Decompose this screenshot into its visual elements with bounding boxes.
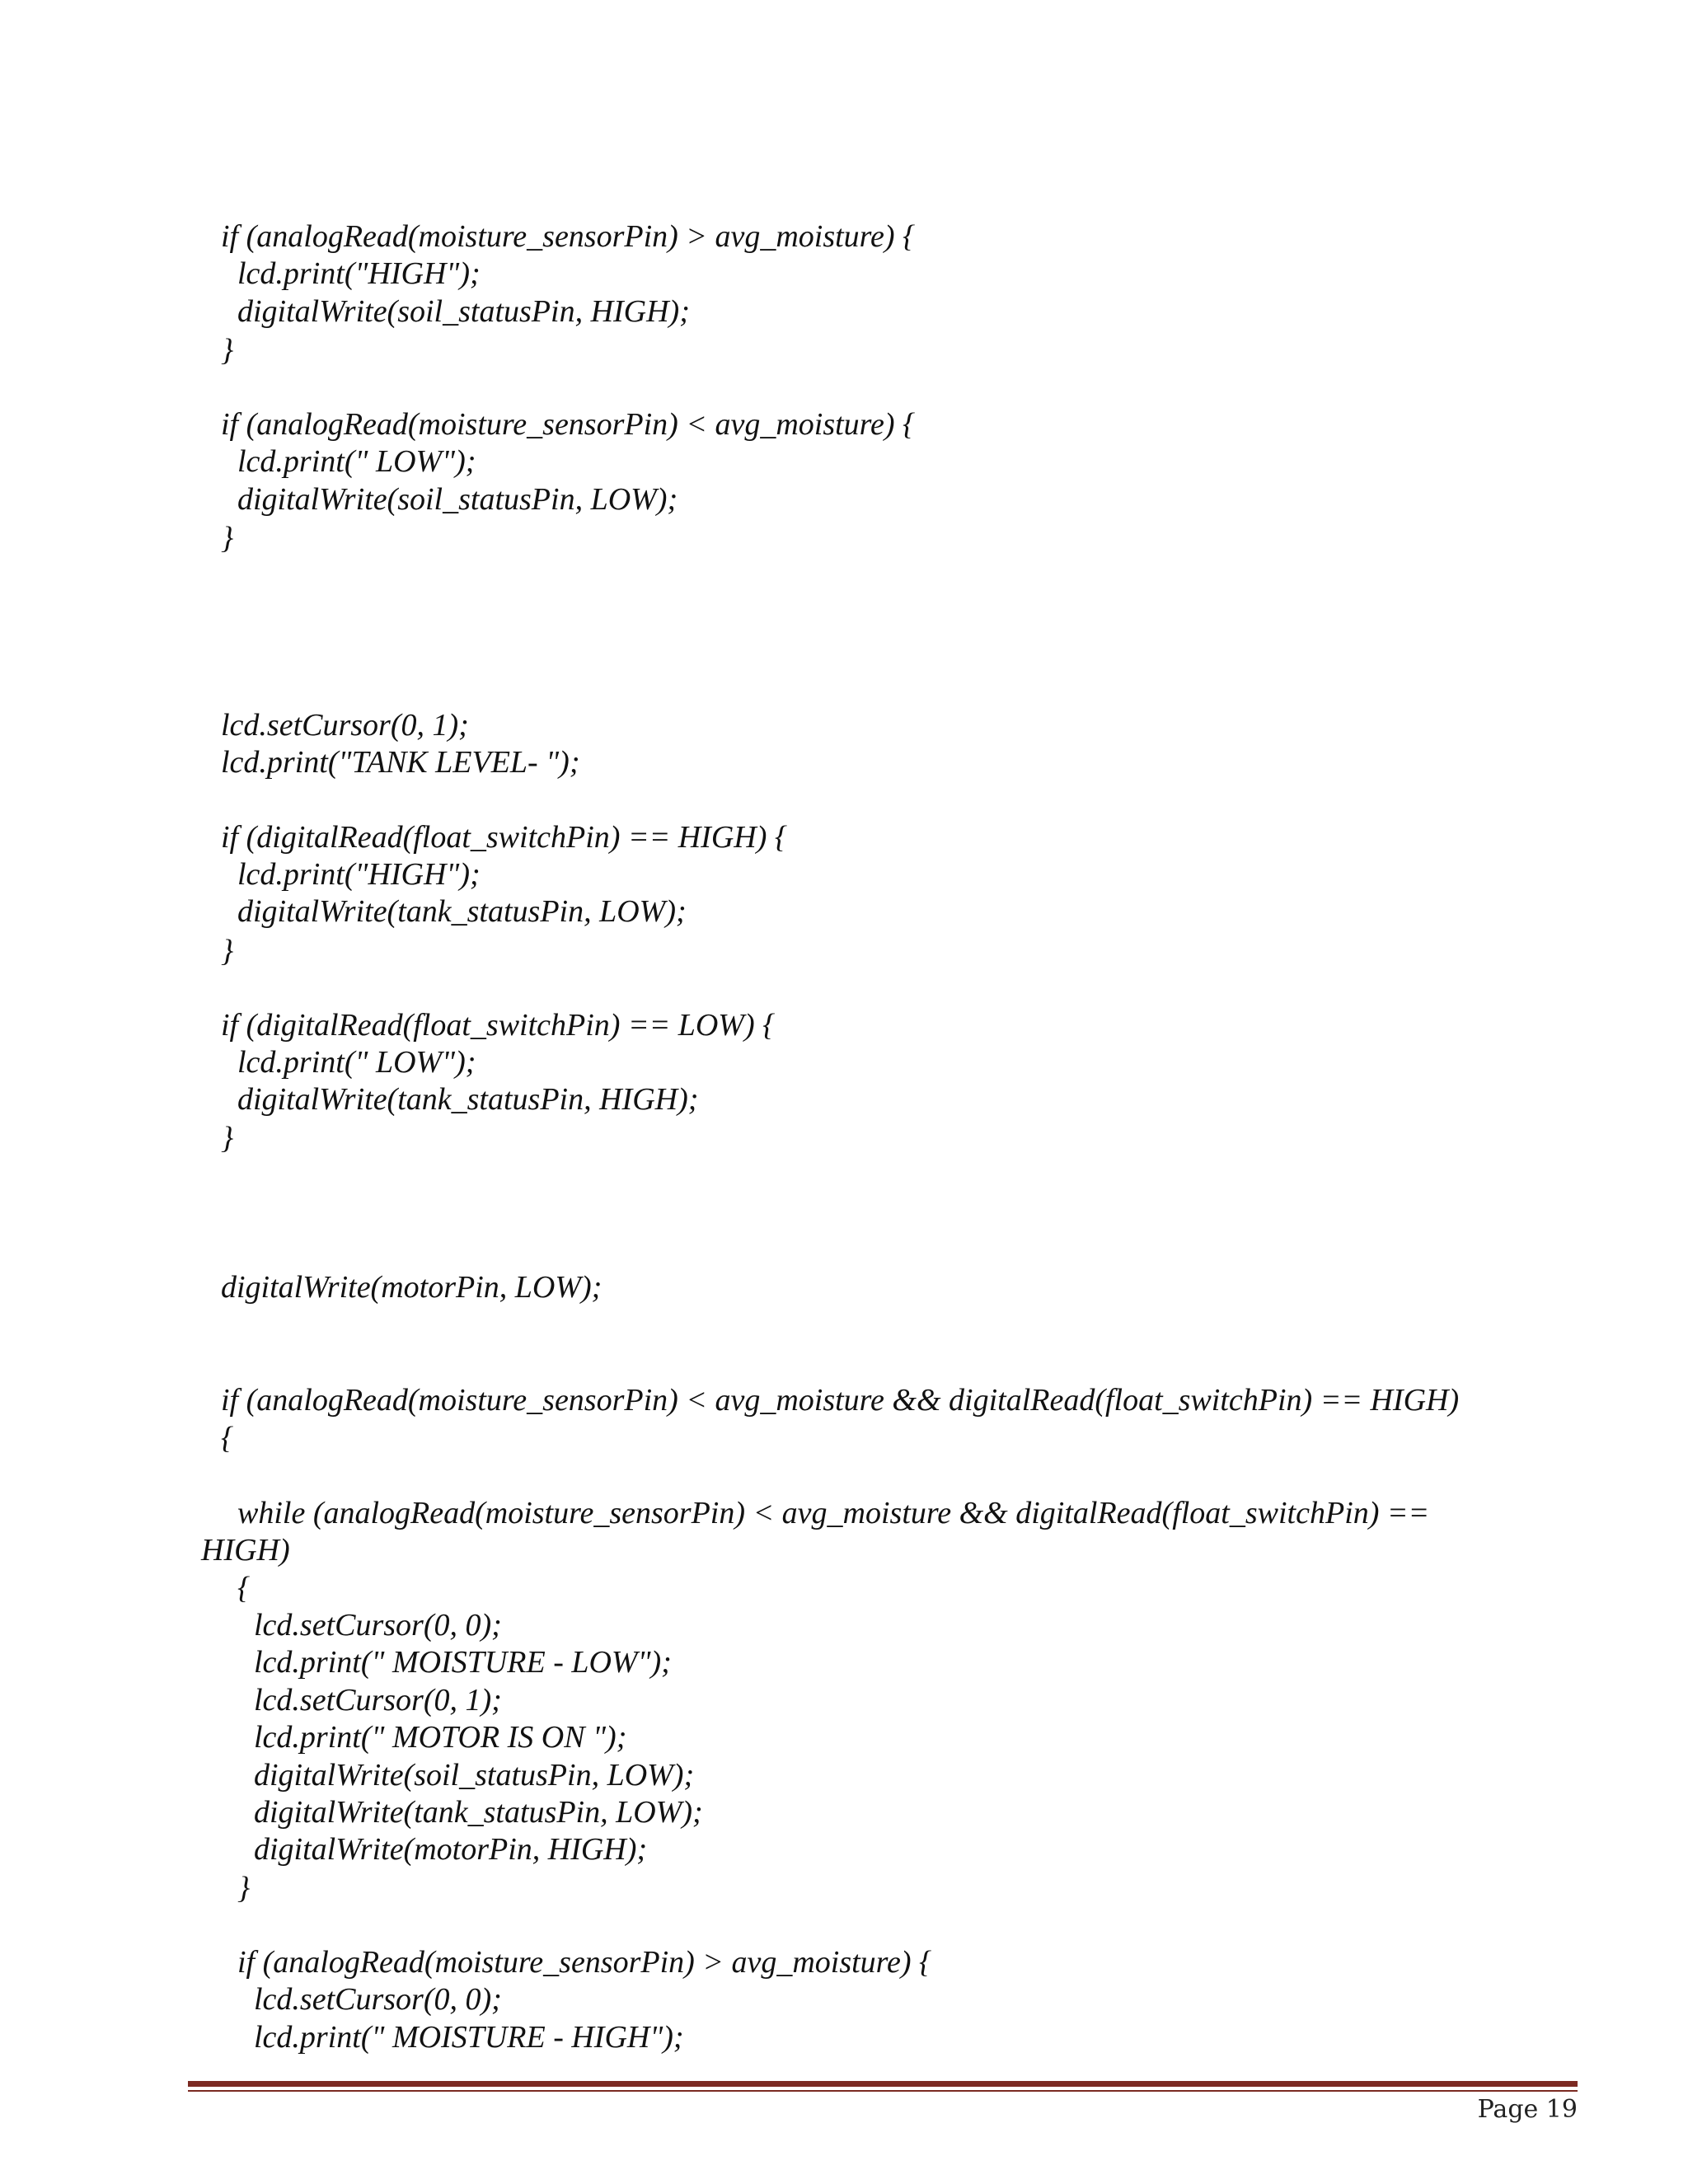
code-line: } — [221, 934, 234, 968]
code-line: lcd.print(" MOISTURE - LOW"); — [254, 1645, 672, 1680]
code-line: HIGH) — [201, 1533, 290, 1568]
footer-rule-thin — [188, 2090, 1578, 2092]
code-line: if (digitalRead(float_switchPin) == LOW) { — [221, 1008, 776, 1043]
code-line: if (analogRead(moisture_sensorPin) > avg_moisture) { — [221, 219, 916, 254]
code-line: lcd.print(" LOW"); — [237, 444, 476, 479]
page-number: Page 19 — [1477, 2095, 1578, 2124]
code-line: lcd.print("TANK LEVEL- "); — [221, 745, 580, 780]
code-line: digitalWrite(tank_statusPin, LOW); — [237, 894, 687, 929]
footer-rule — [188, 2081, 1578, 2087]
code-line: } — [221, 1121, 234, 1155]
code-line: digitalWrite(motorPin, HIGH); — [254, 1832, 648, 1867]
code-line: digitalWrite(soil_statusPin, LOW); — [254, 1758, 695, 1793]
code-line: } — [237, 1871, 251, 1905]
code-line: digitalWrite(soil_statusPin, HIGH); — [237, 294, 690, 329]
code-line: { — [221, 1421, 234, 1455]
code-line: } — [221, 333, 234, 368]
code-line: lcd.setCursor(0, 1); — [221, 708, 469, 743]
code-line: while (analogRead(moisture_sensorPin) < avg_moisture && digitalRead(float_switchPin) == — [237, 1496, 1430, 1530]
code-line: lcd.print(" LOW"); — [237, 1045, 476, 1080]
code-line: if (digitalRead(float_switchPin) == HIGH) { — [221, 820, 788, 855]
code-line: } — [221, 521, 234, 555]
code-line: lcd.setCursor(0, 1); — [254, 1683, 502, 1718]
code-line: { — [237, 1571, 251, 1605]
code-line: digitalWrite(motorPin, LOW); — [221, 1270, 603, 1305]
code-line: digitalWrite(tank_statusPin, LOW); — [254, 1795, 703, 1830]
code-line: lcd.setCursor(0, 0); — [254, 1982, 502, 2017]
code-line: lcd.setCursor(0, 0); — [254, 1608, 502, 1643]
code-line: lcd.print("HIGH"); — [237, 256, 481, 291]
code-line: if (analogRead(moisture_sensorPin) < avg_moisture && digitalRead(float_switchPin) == HIGH) — [221, 1383, 1460, 1418]
code-line: if (analogRead(moisture_sensorPin) > avg_moisture) { — [237, 1945, 932, 1980]
code-line: digitalWrite(soil_statusPin, LOW); — [237, 482, 678, 517]
code-line: if (analogRead(moisture_sensorPin) < avg_moisture) { — [221, 407, 916, 442]
code-line: lcd.print(" MOISTURE - HIGH"); — [254, 2020, 684, 2055]
code-line: digitalWrite(tank_statusPin, HIGH); — [237, 1082, 699, 1117]
code-line: lcd.print(" MOTOR IS ON "); — [254, 1720, 627, 1755]
code-line: lcd.print("HIGH"); — [237, 857, 481, 892]
